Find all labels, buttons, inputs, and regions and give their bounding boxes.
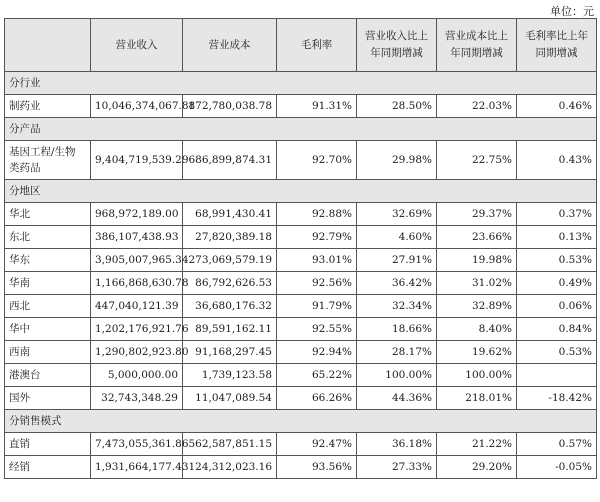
table-cell: 93.56% [277,456,357,479]
header-cell: 营业成本 [183,19,277,72]
header-cell: 毛利率 [277,19,357,72]
table-cell: 92.47% [277,433,357,456]
header-cell: 营业收入比上年同期增减 [357,19,437,72]
row-label: 港澳台 [5,364,91,387]
header-cell: 毛利率比上年同期增减 [517,19,597,72]
row-label: 华北 [5,203,91,226]
table-row [5,272,597,295]
table-cell: 0.37% [517,203,597,226]
table-row [5,141,597,180]
table-cell: 0.53% [517,249,597,272]
table-cell: 92.55% [277,318,357,341]
table-cell: 7,473,055,361.86 [91,433,183,456]
table-cell: 0.13% [517,226,597,249]
row-label: 国外 [5,387,91,410]
table-row [5,203,597,226]
table-cell: 1,202,176,921.76 [91,318,183,341]
section-title: 分行业 [5,72,597,95]
table-cell: 93.01% [277,249,357,272]
table-cell: 27.91% [357,249,437,272]
row-label: 制药业 [5,95,91,118]
header-row [5,19,597,72]
section-row [5,118,597,141]
table-cell: 100.00% [437,364,517,387]
table-cell: 29.37% [437,203,517,226]
table-cell: 218.01% [437,387,517,410]
table-cell: 65.22% [277,364,357,387]
table-cell: 100.00% [357,364,437,387]
table-cell: 29.98% [357,141,437,180]
table-cell: 3,905,007,965.34 [91,249,183,272]
row-label: 经销 [5,456,91,479]
table-cell: 32.69% [357,203,437,226]
row-label: 华南 [5,272,91,295]
table-cell: 5,000,000.00 [91,364,183,387]
table-row [5,95,597,118]
row-label: 基因工程/生物类药品 [5,141,91,180]
row-label: 直销 [5,433,91,456]
table-cell: 10,046,374,067.81 [91,95,183,118]
row-label: 西南 [5,341,91,364]
table-cell: 36.18% [357,433,437,456]
table-cell: 0.53% [517,341,597,364]
table-cell: 92.56% [277,272,357,295]
section-row [5,180,597,203]
table-cell: 66.26% [277,387,357,410]
table-cell: 32.89% [437,295,517,318]
table-row [5,341,597,364]
table-cell: 68,991,430.41 [183,203,277,226]
section-row [5,72,597,95]
table-cell: 36.42% [357,272,437,295]
table-row [5,433,597,456]
table-cell: 0.43% [517,141,597,180]
table-row [5,249,597,272]
table-cell: 8.40% [437,318,517,341]
table-cell: 22.03% [437,95,517,118]
section-title: 分地区 [5,180,597,203]
section-title: 分产品 [5,118,597,141]
table-cell: 92.70% [277,141,357,180]
table-cell: 686,899,874.31 [183,141,277,180]
table-cell: 1,290,802,923.80 [91,341,183,364]
table-row [5,226,597,249]
table-cell: 91.31% [277,95,357,118]
table-row [5,295,597,318]
table-cell: 1,739,123.58 [183,364,277,387]
table-cell: 1,931,664,177.43 [91,456,183,479]
table-row [5,456,597,479]
table-cell: 18.66% [357,318,437,341]
table-cell: 22.75% [437,141,517,180]
header-cell: 营业收入 [91,19,183,72]
row-label: 西北 [5,295,91,318]
table-cell: 0.84% [517,318,597,341]
table-cell: 447,040,121.39 [91,295,183,318]
table-cell: 28.17% [357,341,437,364]
table-cell: 92.88% [277,203,357,226]
table-cell: 44.36% [357,387,437,410]
table-cell: 31.02% [437,272,517,295]
table-cell: 4.60% [357,226,437,249]
table-cell: 19.62% [437,341,517,364]
table-cell: -18.42% [517,387,597,410]
table-cell: 36,680,176.32 [183,295,277,318]
table-cell: 27,820,389.18 [183,226,277,249]
table-cell: 21.22% [437,433,517,456]
table-cell [517,364,597,387]
table-cell: 0.57% [517,433,597,456]
row-label: 东北 [5,226,91,249]
table-cell: 19.98% [437,249,517,272]
table-cell: 124,312,023.16 [183,456,277,479]
table-row [5,318,597,341]
table-cell: 0.06% [517,295,597,318]
row-label: 华中 [5,318,91,341]
table-cell: 11,047,089.54 [183,387,277,410]
table-cell: 968,972,189.00 [91,203,183,226]
table-cell: 91.79% [277,295,357,318]
table-cell: 872,780,038.78 [183,95,277,118]
unit-label: 单位：元 [550,5,594,18]
row-label: 华东 [5,249,91,272]
section-title: 分销售模式 [5,410,597,433]
table-cell: 32.34% [357,295,437,318]
header-cell: 营业成本比上年同期增减 [437,19,517,72]
table-cell: -0.05% [517,456,597,479]
revenue-table [4,18,597,479]
header-cell [5,19,91,72]
table-cell: 89,591,162.11 [183,318,277,341]
table-cell: 9,404,719,539.29 [91,141,183,180]
table-cell: 386,107,438.93 [91,226,183,249]
table-cell: 28.50% [357,95,437,118]
table-cell: 273,069,579.19 [183,249,277,272]
table-cell: 562,587,851.15 [183,433,277,456]
table-cell: 86,792,626.53 [183,272,277,295]
table-cell: 92.79% [277,226,357,249]
table-cell: 0.49% [517,272,597,295]
table-cell: 92.94% [277,341,357,364]
table-cell: 27.33% [357,456,437,479]
table-cell: 29.20% [437,456,517,479]
table-cell: 23.66% [437,226,517,249]
table-cell: 32,743,348.29 [91,387,183,410]
table-cell: 91,168,297.45 [183,341,277,364]
table-cell: 1,166,868,630.78 [91,272,183,295]
table-cell: 0.46% [517,95,597,118]
table-row [5,364,597,387]
section-row [5,410,597,433]
table-row [5,387,597,410]
